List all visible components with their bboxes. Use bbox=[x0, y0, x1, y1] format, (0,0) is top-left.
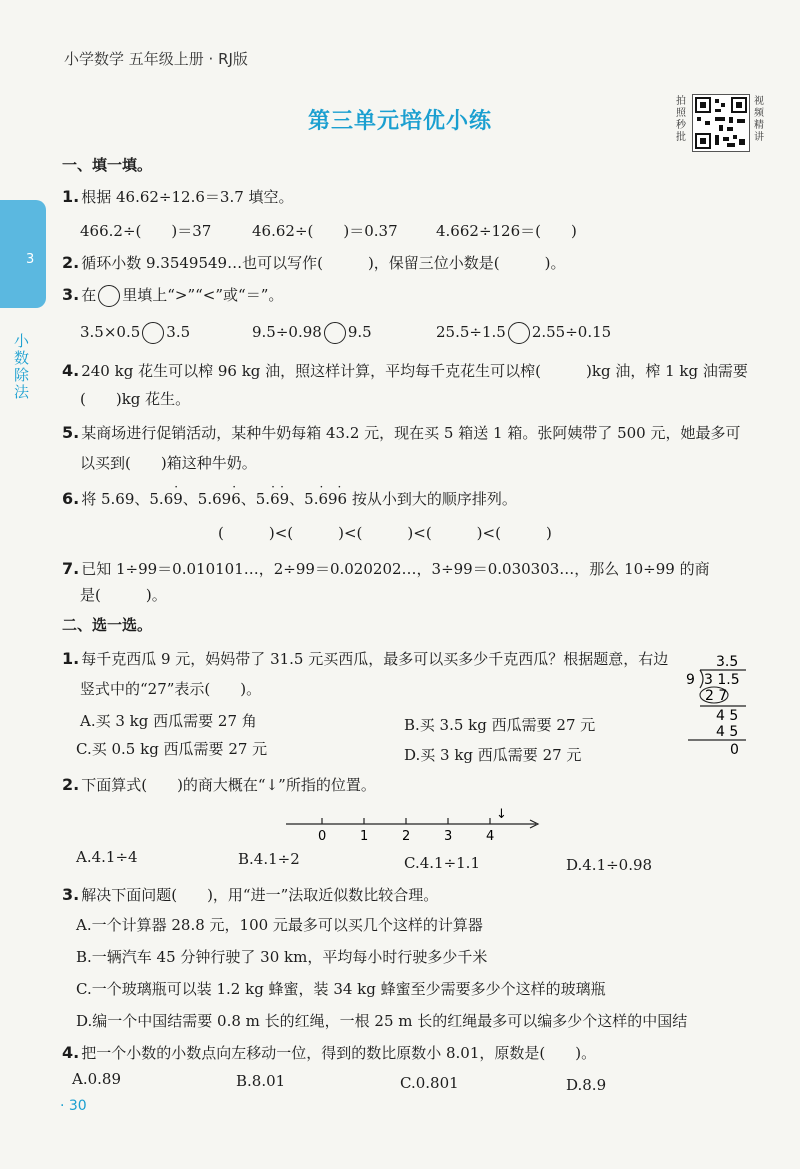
question-text[interactable]: 下面算式( )的商大概在“↓”所指的位置。 bbox=[81, 776, 376, 794]
question-number: 6. bbox=[62, 489, 80, 508]
division-partial-1: 2 7 bbox=[705, 688, 728, 704]
page-number: · 30 bbox=[60, 1098, 87, 1114]
division-quotient: 3.5 bbox=[716, 654, 739, 670]
chapter-number: 3 bbox=[26, 252, 35, 267]
page-title: 第三单元培优小练 bbox=[307, 109, 492, 134]
question-text: 将 5.69、5.6 bbox=[81, 490, 174, 508]
option-c[interactable]: C.一个玻璃瓶可以装 1.2 kg 蜂蜜，装 34 kg 蜂蜜至少需要多少个这样的玻璃瓶 bbox=[76, 980, 606, 998]
expr-right: 2.55÷0.15 bbox=[531, 323, 612, 341]
q1-1-blank-c[interactable]: 4.662÷126＝( ) bbox=[436, 222, 577, 240]
question-2-4 bbox=[62, 1042, 596, 1063]
compare-a bbox=[80, 322, 190, 344]
option-a[interactable]: A.一个计算器 28.8 元，100 元最多可以买几个这样的计算器 bbox=[76, 916, 483, 934]
compare-circle-icon[interactable] bbox=[324, 322, 346, 344]
division-partial-2: 4 5 bbox=[716, 724, 739, 740]
question-1-7-line2[interactable]: 是( )。 bbox=[80, 586, 167, 604]
chapter-label: 小数除法 bbox=[14, 332, 30, 401]
question-text: 里填上“>”“<”或“＝”。 bbox=[122, 286, 284, 304]
question-text: 已知 1÷99＝0.010101…，2÷99＝0.020202…，3÷99＝0.030303…，那么 10÷99 的商 bbox=[81, 560, 710, 578]
qr-label-right: 视频精讲 bbox=[754, 96, 764, 143]
question-number: 4. bbox=[62, 1043, 80, 1062]
question-text: 按从小到大的顺序排列。 bbox=[347, 490, 517, 508]
option-c[interactable]: C.4.1÷1.1 bbox=[404, 854, 480, 872]
compare-circle-icon[interactable] bbox=[508, 322, 530, 344]
question-number: 3. bbox=[62, 885, 80, 904]
question-number: 7. bbox=[62, 559, 80, 578]
option-a[interactable]: A.买 3 kg 西瓜需要 27 角 bbox=[80, 712, 257, 730]
question-text: 、5. bbox=[289, 490, 319, 508]
compare-c bbox=[436, 322, 611, 344]
question-1-5 bbox=[62, 422, 740, 443]
question-number: 5. bbox=[62, 423, 80, 442]
question-2-1 bbox=[62, 648, 668, 669]
question-2-1-line2[interactable]: 竖式中的“27”表示( )。 bbox=[80, 680, 262, 698]
expr-right: 3.5 bbox=[166, 323, 191, 341]
option-b[interactable]: B.买 3.5 kg 西瓜需要 27 元 bbox=[404, 716, 596, 734]
division-remainder-1: 4 5 bbox=[716, 708, 739, 724]
question-text[interactable]: 解决下面问题( )，用“进一”法取近似数比较合理。 bbox=[81, 886, 439, 904]
option-c[interactable]: C.买 0.5 kg 西瓜需要 27 元 bbox=[76, 740, 268, 758]
compare-circle-icon[interactable] bbox=[142, 322, 164, 344]
question-1-4 bbox=[62, 360, 748, 381]
q1-1-blank-b[interactable]: 46.62÷( )＝0.37 bbox=[252, 222, 398, 240]
option-a[interactable]: A.4.1÷4 bbox=[76, 848, 138, 866]
repeating-digits: · · 696 bbox=[318, 480, 348, 508]
question-text: 每千克西瓜 9 元，妈妈带了 31.5 元买西瓜，最多可以买多少千克西瓜？根据题意，右边 bbox=[81, 650, 669, 668]
section-heading-choose: 二、选一选。 bbox=[62, 616, 153, 634]
question-text[interactable]: 循环小数 9.3549549…也可以写作( )，保留三位小数是( )。 bbox=[81, 254, 566, 272]
option-b[interactable]: B.4.1÷2 bbox=[238, 850, 300, 868]
division-remainder-2: 0 bbox=[730, 742, 739, 758]
question-1-7 bbox=[62, 558, 710, 579]
expr-left: 25.5÷1.5 bbox=[436, 323, 506, 341]
option-b[interactable]: B.一辆汽车 45 分钟行驶了 30 km，平均每小时行驶多少千米 bbox=[76, 948, 488, 966]
question-1-4-line2[interactable]: ( )kg 花生。 bbox=[80, 390, 191, 408]
question-1-5-line2[interactable]: 以买到( )箱这种牛奶。 bbox=[80, 454, 257, 472]
compare-circle-icon bbox=[98, 285, 120, 307]
repeating-digits: · · 69 bbox=[270, 480, 290, 508]
expr-right: 9.5 bbox=[347, 323, 372, 341]
question-text: 某商场进行促销活动，某种牛奶每箱 43.2 元，现在买 5 箱送 1 箱。张阿姨带了 500 元，她最多可 bbox=[81, 424, 741, 442]
option-b[interactable]: B.8.01 bbox=[236, 1072, 286, 1090]
number-line-tick-label: 4 bbox=[486, 829, 495, 844]
option-d[interactable]: D.8.9 bbox=[566, 1076, 607, 1094]
question-number: 3. bbox=[62, 285, 80, 304]
repeating-digits: · 9 bbox=[173, 480, 183, 508]
option-d[interactable]: D.4.1÷0.98 bbox=[566, 856, 653, 874]
number-line-tick-label: 0 bbox=[318, 829, 327, 844]
question-2-3 bbox=[62, 884, 438, 905]
qr-code-icon[interactable] bbox=[692, 94, 750, 152]
number-line bbox=[280, 806, 550, 846]
number-line-tick-label: 1 bbox=[360, 829, 369, 844]
expr-left: 3.5×0.5 bbox=[80, 323, 141, 341]
long-division bbox=[680, 650, 760, 760]
question-text[interactable]: 240 kg 花生可以榨 96 kg 油，照这样计算，平均每千克花生可以榨( )kg 油，榨 1 kg 油需要 bbox=[81, 362, 748, 380]
expr-left: 9.5÷0.98 bbox=[252, 323, 322, 341]
question-number: 4. bbox=[62, 361, 80, 380]
question-number: 1. bbox=[62, 649, 80, 668]
question-text: 根据 46.62÷12.6＝3.7 填空。 bbox=[81, 188, 294, 206]
question-1-6 bbox=[62, 480, 517, 509]
question-number: 1. bbox=[62, 187, 80, 206]
division-dividend: 3 1.5 bbox=[704, 672, 740, 688]
option-c[interactable]: C.0.801 bbox=[400, 1074, 459, 1092]
repeating-digits: · 6 bbox=[231, 480, 241, 508]
chapter-tab bbox=[0, 200, 46, 308]
qr-label-left: 拍照秒批 bbox=[676, 96, 686, 143]
question-text: 在 bbox=[81, 286, 97, 304]
question-number: 2. bbox=[62, 253, 80, 272]
question-1-2 bbox=[62, 252, 566, 273]
arrow-down-icon: ↓ bbox=[496, 807, 507, 822]
ordering-blanks[interactable]: ( )<( )<( )<( )<( ) bbox=[218, 524, 552, 542]
option-d[interactable]: D.编一个中国结需要 0.8 m 长的红绳，一根 25 m 长的红绳最多可以编多少个这样的中国结 bbox=[76, 1012, 688, 1030]
question-1-1 bbox=[62, 186, 294, 207]
section-heading-fill: 一、填一填。 bbox=[62, 156, 153, 174]
question-text: 、5.69 bbox=[182, 490, 232, 508]
question-text: 、5. bbox=[240, 490, 271, 508]
compare-b bbox=[252, 322, 372, 344]
q1-1-blank-a[interactable]: 466.2÷( )＝37 bbox=[80, 222, 212, 240]
option-d[interactable]: D.买 3 kg 西瓜需要 27 元 bbox=[404, 746, 582, 764]
question-1-3 bbox=[62, 284, 283, 307]
book-header: 小学数学 五年级上册 · RJ版 bbox=[64, 50, 248, 68]
question-2-2 bbox=[62, 774, 376, 795]
question-text[interactable]: 把一个小数的小数点向左移动一位，得到的数比原数小 8.01，原数是( )。 bbox=[81, 1044, 597, 1062]
number-line-tick-label: 3 bbox=[444, 829, 453, 844]
option-a[interactable]: A.0.89 bbox=[72, 1070, 121, 1088]
division-divisor: 9 bbox=[686, 672, 695, 688]
question-number: 2. bbox=[62, 775, 80, 794]
number-line-tick-label: 2 bbox=[402, 829, 411, 844]
